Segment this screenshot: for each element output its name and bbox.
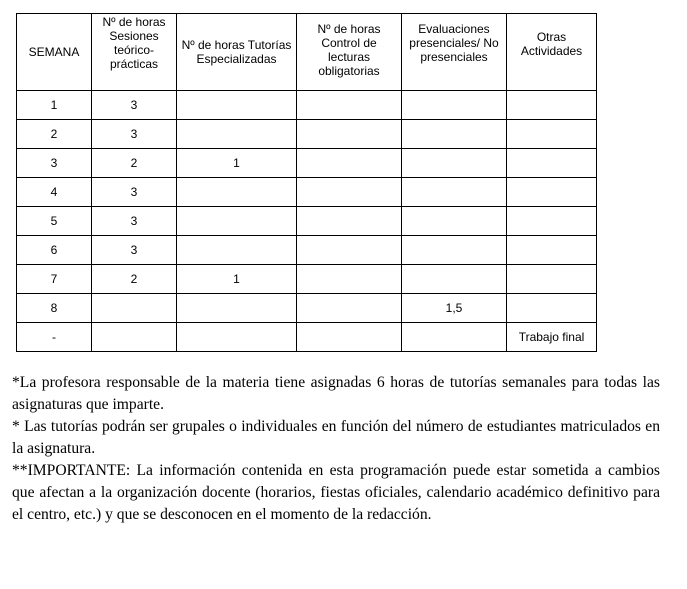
cell-sesiones: 3 <box>92 91 177 120</box>
cell-sesiones: 3 <box>92 120 177 149</box>
cell-tutorias <box>177 236 297 265</box>
table-row <box>17 120 597 149</box>
note-tutorias-horas: *La profesora responsable de la materia tiene asignadas 6 horas de tutorías semanales para todas las asignaturas que imparte. <box>12 374 660 413</box>
header-control-lecturas <box>297 14 402 91</box>
table-header-row <box>17 14 597 91</box>
header-semana: SEMANA <box>17 14 92 91</box>
table-row <box>17 91 597 120</box>
cell-tutorias <box>177 323 297 352</box>
table-row <box>17 265 597 294</box>
schedule-table <box>16 13 597 352</box>
footnotes <box>12 372 660 526</box>
header-evaluaciones-text: Evaluaciones presenciales/ No presenciales <box>409 22 499 64</box>
cell-otras-actividades <box>507 265 597 294</box>
cell-control-lecturas <box>297 178 402 207</box>
note-importante: **IMPORTANTE: La información contenida en esta programación puede estar sometida a cambios que afectan a la organización docente (horarios, fiestas oficiales, calendario académico definitivo para el centro, etc.) y que se desconocen en el momento de la redacción. <box>12 462 660 523</box>
cell-tutorias <box>177 294 297 323</box>
cell-sesiones <box>92 294 177 323</box>
cell-sesiones: 3 <box>92 178 177 207</box>
table-row <box>17 207 597 236</box>
cell-tutorias <box>177 120 297 149</box>
cell-semana: 8 <box>17 294 92 323</box>
cell-sesiones: 3 <box>92 207 177 236</box>
cell-otras-actividades <box>507 178 597 207</box>
table-row <box>17 323 597 352</box>
header-otras-actividades <box>507 14 597 91</box>
cell-evaluaciones <box>402 120 507 149</box>
cell-control-lecturas <box>297 265 402 294</box>
cell-control-lecturas <box>297 323 402 352</box>
header-sesiones <box>92 14 177 91</box>
cell-tutorias <box>177 178 297 207</box>
cell-evaluaciones <box>402 91 507 120</box>
cell-sesiones: 2 <box>92 265 177 294</box>
cell-tutorias <box>177 91 297 120</box>
cell-tutorias: 1 <box>177 265 297 294</box>
cell-semana: 6 <box>17 236 92 265</box>
cell-control-lecturas <box>297 207 402 236</box>
cell-semana: 5 <box>17 207 92 236</box>
cell-tutorias <box>177 207 297 236</box>
cell-otras-actividades: Trabajo final <box>507 323 597 352</box>
cell-control-lecturas <box>297 236 402 265</box>
cell-sesiones: 3 <box>92 236 177 265</box>
cell-evaluaciones: 1,5 <box>402 294 507 323</box>
header-evaluaciones <box>402 14 507 91</box>
cell-otras-actividades <box>507 120 597 149</box>
cell-otras-actividades <box>507 149 597 178</box>
cell-semana: - <box>17 323 92 352</box>
header-tutorias: Nº de horas Tutorías Especializadas <box>177 14 297 91</box>
cell-evaluaciones <box>402 178 507 207</box>
cell-evaluaciones <box>402 149 507 178</box>
table-row <box>17 294 597 323</box>
cell-control-lecturas <box>297 120 402 149</box>
note-tutorias-grupales: * Las tutorías podrán ser grupales o individuales en función del número de estudiantes matriculados en la asignatura. <box>12 418 660 457</box>
header-control-lecturas-text: Nº de horas Control de lecturas obligatorias <box>317 22 381 78</box>
cell-sesiones: 2 <box>92 149 177 178</box>
cell-otras-actividades <box>507 207 597 236</box>
cell-semana: 4 <box>17 178 92 207</box>
cell-semana: 7 <box>17 265 92 294</box>
header-sesiones-text: Nº de horas Sesiones teórico-prácticas <box>102 15 166 71</box>
cell-otras-actividades <box>507 236 597 265</box>
cell-evaluaciones <box>402 207 507 236</box>
cell-otras-actividades <box>507 294 597 323</box>
cell-sesiones <box>92 323 177 352</box>
cell-control-lecturas <box>297 294 402 323</box>
cell-evaluaciones <box>402 265 507 294</box>
cell-tutorias: 1 <box>177 149 297 178</box>
cell-semana: 3 <box>17 149 92 178</box>
cell-control-lecturas <box>297 91 402 120</box>
cell-evaluaciones <box>402 236 507 265</box>
table-row <box>17 149 597 178</box>
cell-otras-actividades <box>507 91 597 120</box>
cell-control-lecturas <box>297 149 402 178</box>
table-row <box>17 236 597 265</box>
cell-evaluaciones <box>402 323 507 352</box>
cell-semana: 1 <box>17 91 92 120</box>
cell-semana: 2 <box>17 120 92 149</box>
header-otras-actividades-text: Otras Actividades <box>520 30 583 58</box>
table-row <box>17 178 597 207</box>
